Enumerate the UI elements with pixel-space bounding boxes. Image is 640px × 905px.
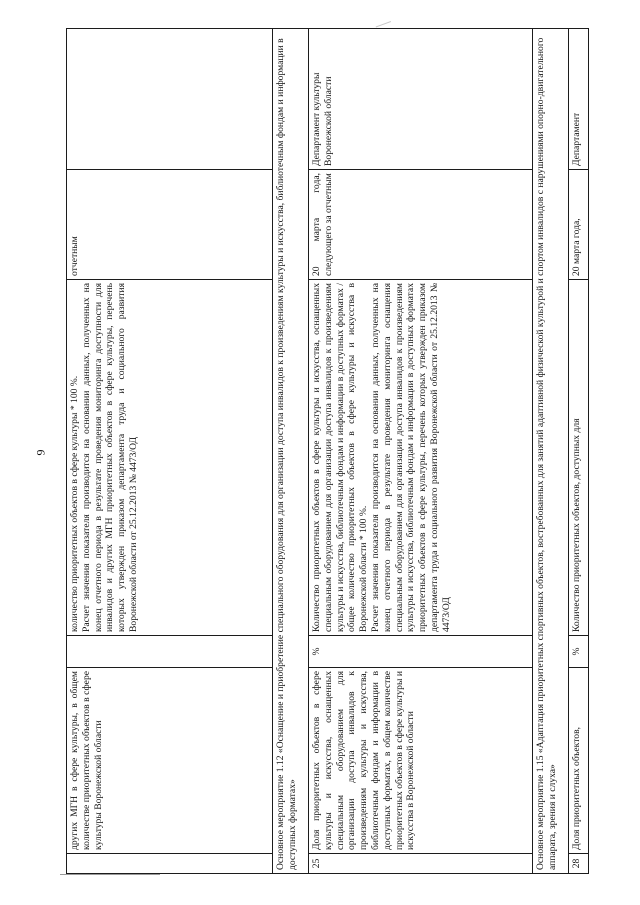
table-row <box>309 29 533 874</box>
cell-name: других МГН в сфере культуры, в общем количестве приоритетных объектов в сфере культуры Воронежской области <box>67 668 273 854</box>
formula-text: количество приоритетных объектов в сфере культуры * 100 %. <box>69 375 80 632</box>
section-112: Основное мероприятие 1.12 «Оснащение и приобретение специального оборудования для организации доступа инвалидов к произведениям культуры и искусства, библиотечным фондам и информации в доступных форматах» <box>273 29 309 874</box>
section-row <box>533 29 569 874</box>
cell-num: 25 <box>309 854 533 874</box>
table-row <box>67 29 273 874</box>
cell-deadline: отчетным <box>67 170 273 280</box>
cell-formula <box>67 280 273 636</box>
cell-responsible: Департамент <box>569 29 589 170</box>
cell-deadline: 20 марта года, <box>569 170 589 280</box>
cell-unit <box>67 636 273 668</box>
cell-responsible <box>67 29 273 170</box>
rotated-page <box>66 29 640 874</box>
cell-num: 28 <box>569 854 589 874</box>
cell-deadline: 20 марта года, следующего за отчетным <box>309 170 533 280</box>
indicators-table <box>66 28 589 874</box>
cell-formula <box>309 280 533 636</box>
page-number: 9 <box>33 449 48 456</box>
cell-unit: % <box>569 636 589 668</box>
cell-unit: % <box>309 636 533 668</box>
formula-text: Количество приоритетных объектов в сфере культуры и искусства, оснащенных специальным оборудованием для организации доступа инвалидов к произведениям культуры и искусства, библиотечным фондам и информации в доступных форматах / общее количество приоритетных объектов в сфере культуры и искусства в Воронежской области * 100 %. <box>311 283 370 632</box>
cell-name: Доля приоритетных объектов, <box>569 668 589 854</box>
cell-num <box>67 854 273 874</box>
cell-responsible: Департамент культуры Воронежской области <box>309 29 533 170</box>
pen-line <box>60 874 160 875</box>
cell-formula: Количество приоритетных объектов, доступных для <box>569 280 589 636</box>
table-row <box>569 29 589 874</box>
calc-text: Расчет значения показателя производится на основании данных, полученных на конец отчетного периода в результате проведения мониторинга доступности для инвалидов и других МГН приоритетных объектов в сфере культуры, перечень которых утвержден приказом департамента труда и социального развития Воронежской области от 25.12.2013 № 4473/ОД <box>80 283 139 632</box>
pen-mark <box>373 14 391 28</box>
section-115: Основное мероприятие 1.15 «Адаптация приоритетных спортивных объектов, востребованных для занятий адаптивной физической культурой и спортом инвалидов с нарушениями опорно-двигательного аппарата, зрения и слуха» <box>533 29 569 874</box>
calc-text: Расчет значения показателя производится на основании данных, полученных на конец отчетного периода в результате проведения мониторинга оснащения специальным оборудованием для организации доступа инвалидов к произведениям культуры и искусства, библиотечным фондам и информации в доступных форматах приоритетных объектов в сфере культуры, перечень которых утвержден приказом департамента труда и социального развития Воронежской области от 25.12.2013 № 4473/ОД <box>369 283 452 632</box>
cell-name: Доля приоритетных объектов в сфере культуры и искусства, оснащенных специальным оборудованием для организации доступа инвалидов к произведениям культуры и искусства, библиотечным фондам и информации в доступных форматах, в общем количестве приоритетных объектов в сфере культуры и искусства в Воронежской области <box>309 668 533 854</box>
section-row <box>273 29 309 874</box>
